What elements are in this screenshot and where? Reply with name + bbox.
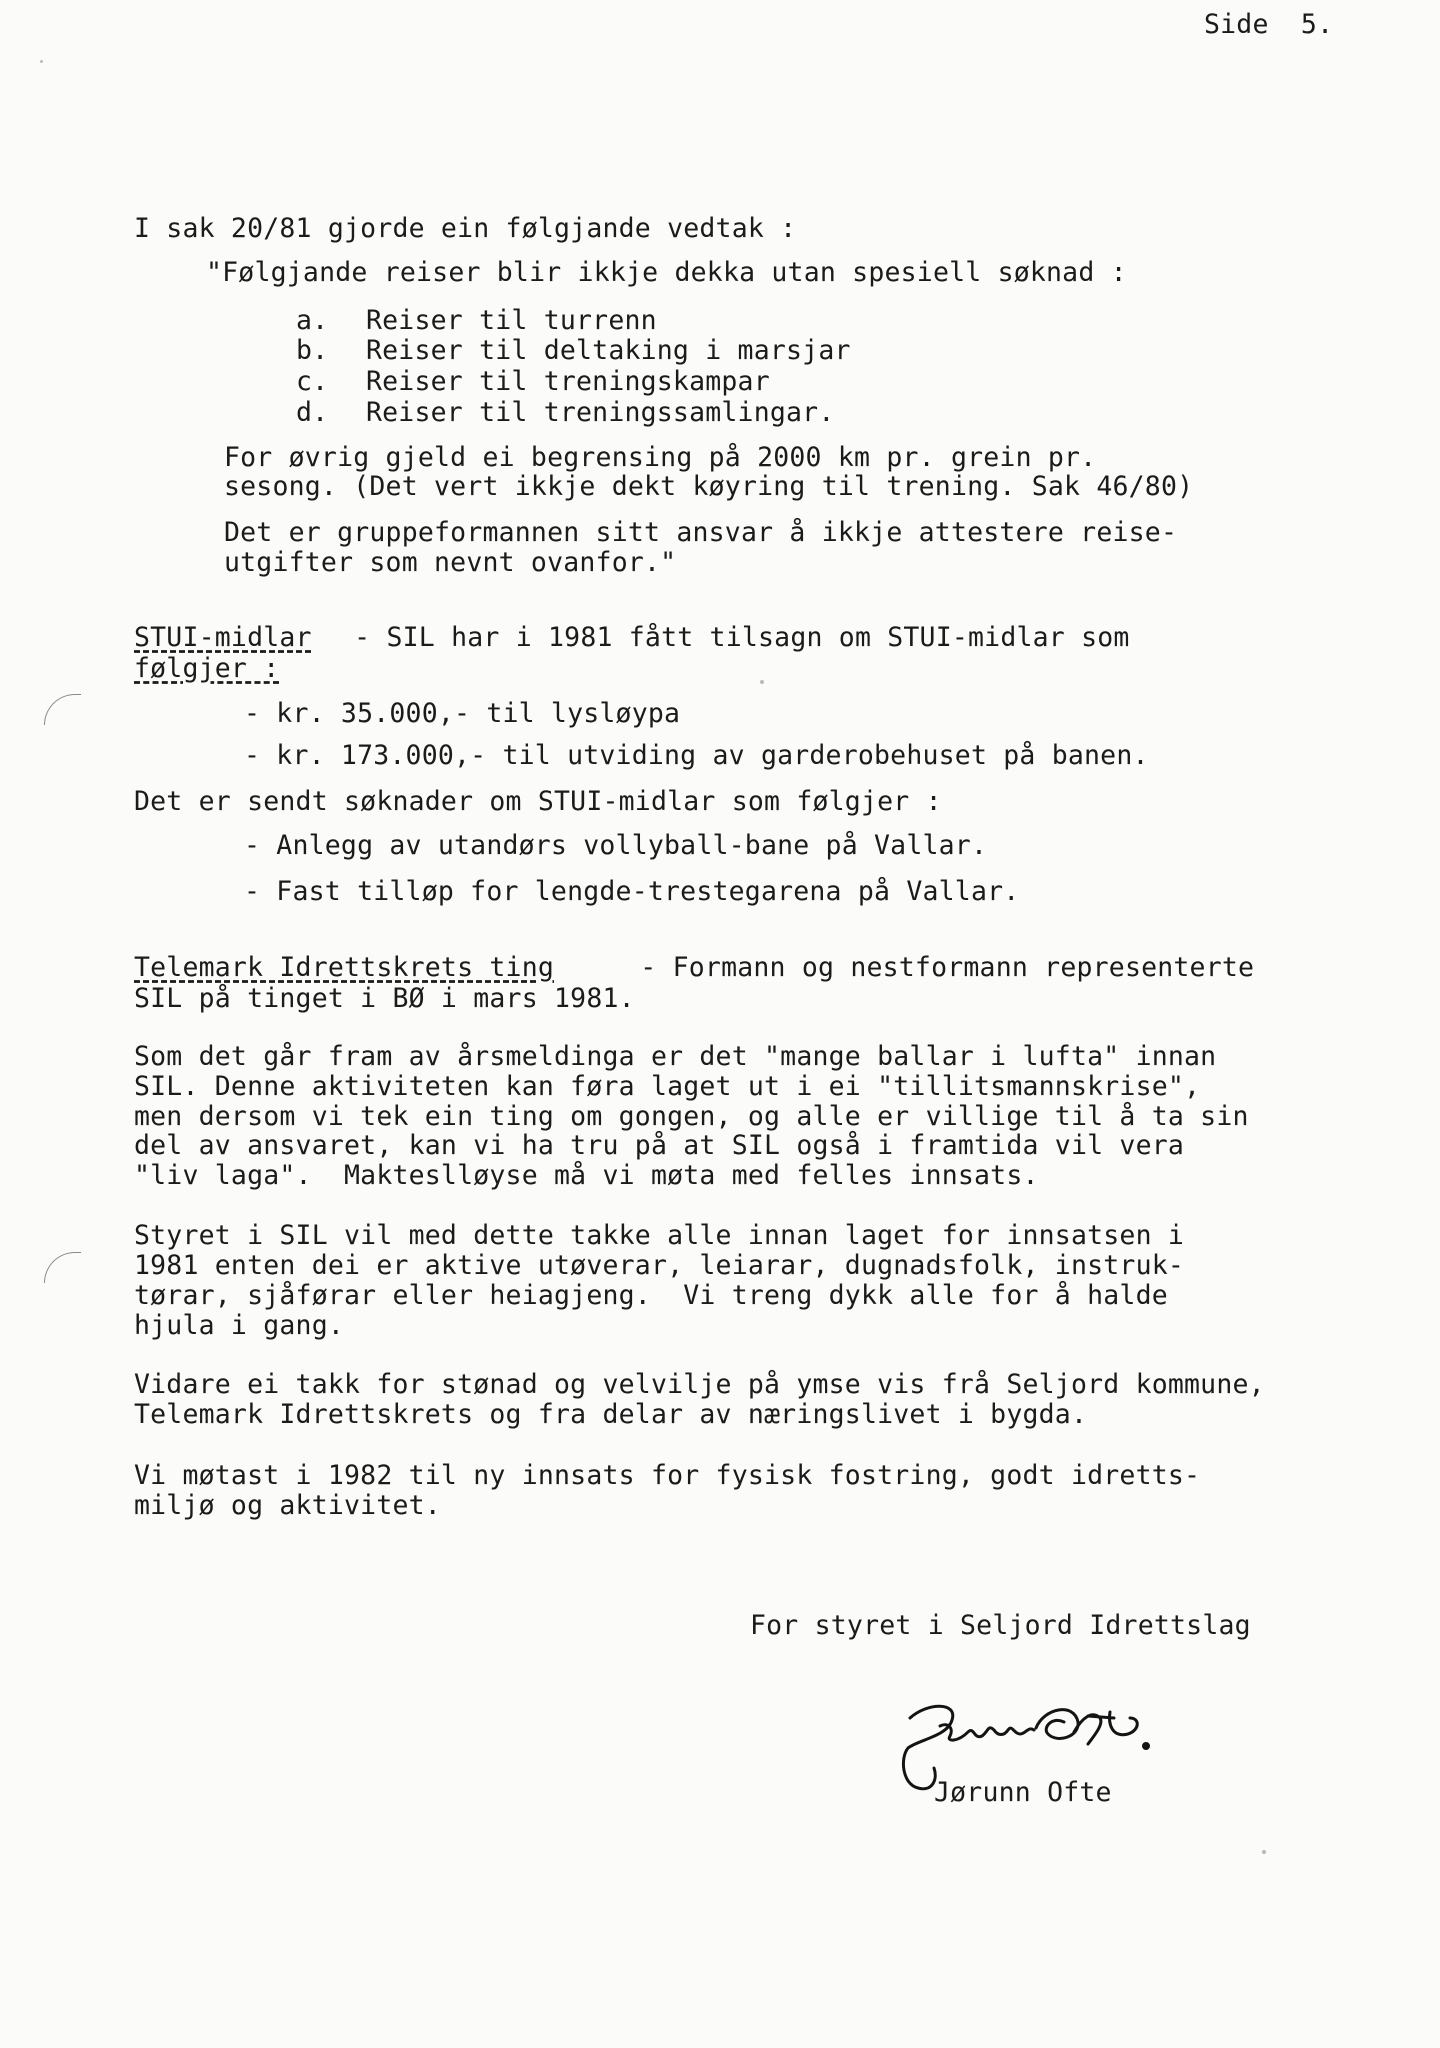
- paragraph-line: Vi møtast i 1982 til ny innsats for fysisk fostring, godt idretts-: [134, 1460, 1201, 1491]
- intro-line: I sak 20/81 gjorde ein følgjande vedtak :: [134, 213, 797, 244]
- responsibility-line: Det er gruppeformannen sitt ansvar å ikkje attestere reise-: [224, 517, 1178, 548]
- paragraph-line: Vidare ei takk for stønad og velvilje på ymse vis frå Seljord kommune,: [134, 1369, 1265, 1400]
- paragraph-line: hjula i gang.: [134, 1310, 345, 1341]
- responsibility-line: utgifter som nevnt ovanfor.": [224, 547, 677, 578]
- stui-heading-cont: følgjer :: [134, 653, 280, 684]
- paragraph-line: men dersom vi tek ein ting om gongen, og alle er villige til å ta sin: [134, 1101, 1249, 1132]
- list-marker: d.: [296, 397, 329, 428]
- applications-intro: Det er sendt søknader om STUI-midlar som følgjer :: [134, 786, 942, 817]
- grant-item: - kr. 173.000,- til utviding av garderobehuset på banen.: [244, 740, 1149, 771]
- paper-speck: [40, 60, 43, 63]
- paragraph-line: 1981 enten dei er aktive utøverar, leiarar, dugnadsfolk, instruk-: [134, 1250, 1185, 1281]
- list-marker: b.: [296, 335, 329, 366]
- ting-text: SIL på tinget i BØ i mars 1981.: [134, 983, 635, 1014]
- list-item: Reiser til deltaking i marsjar: [366, 335, 851, 366]
- paragraph-line: Telemark Idrettskrets og fra delar av næringslivet i bygda.: [134, 1399, 1088, 1430]
- list-marker: c.: [296, 366, 329, 397]
- application-item: - Fast tilløp for lengde-trestegarena på Vallar.: [244, 876, 1020, 907]
- paragraph-line: "liv laga". Makteslløyse må vi møta med felles innsats.: [134, 1160, 1039, 1191]
- ting-text: - Formann og nestformann representerte: [608, 952, 1255, 983]
- quote-line: "Følgjande reiser blir ikkje dekka utan spesiell søknad :: [206, 257, 1127, 288]
- signatory-name: Jørunn Ofte: [934, 1777, 1112, 1808]
- paragraph-line: Som det går fram av årsmeldinga er det "mange ballar i lufta" innan: [134, 1041, 1217, 1072]
- paper-speck: [1262, 1850, 1266, 1854]
- list-marker: a.: [296, 305, 329, 336]
- paragraph-line: tørar, sjåførar eller heiagjeng. Vi treng dykk alle for å halde: [134, 1280, 1168, 1311]
- paragraph-line: del av ansvaret, kan vi ha tru på at SIL også i framtida vil vera: [134, 1130, 1185, 1161]
- limit-line: For øvrig gjeld ei begrensing på 2000 km pr. grein pr.: [224, 442, 1097, 473]
- paragraph-line: miljø og aktivitet.: [134, 1490, 441, 1521]
- margin-mark: [44, 694, 81, 725]
- page-number: Side 5.: [1204, 9, 1334, 40]
- grant-item: - kr. 35.000,- til lysløypa: [244, 698, 681, 729]
- paragraph-line: SIL. Denne aktiviteten kan føra laget ut i ei "tillitsmannskrise",: [134, 1071, 1201, 1102]
- stui-heading: STUI-midlar: [134, 622, 312, 653]
- paper-speck: [760, 680, 764, 684]
- application-item: - Anlegg av utandørs vollyball-bane på Vallar.: [244, 830, 988, 861]
- list-item: Reiser til turrenn: [366, 305, 657, 336]
- ting-heading: Telemark Idrettskrets ting: [134, 952, 555, 983]
- signature-text: Jorunn Ofte: [878, 1688, 885, 1689]
- stui-text: - SIL har i 1981 fått tilsagn om STUI-midlar som: [338, 622, 1130, 653]
- list-item: Reiser til treningskampar: [366, 366, 770, 397]
- limit-line: sesong. (Det vert ikkje dekt køyring til trening. Sak 46/80): [224, 471, 1194, 502]
- margin-mark: [44, 1252, 81, 1283]
- paragraph-line: Styret i SIL vil med dette takke alle innan laget for innsatsen i: [134, 1220, 1185, 1251]
- list-item: Reiser til treningssamlingar.: [366, 397, 835, 428]
- for-board-line: For styret i Seljord Idrettslag: [750, 1610, 1251, 1641]
